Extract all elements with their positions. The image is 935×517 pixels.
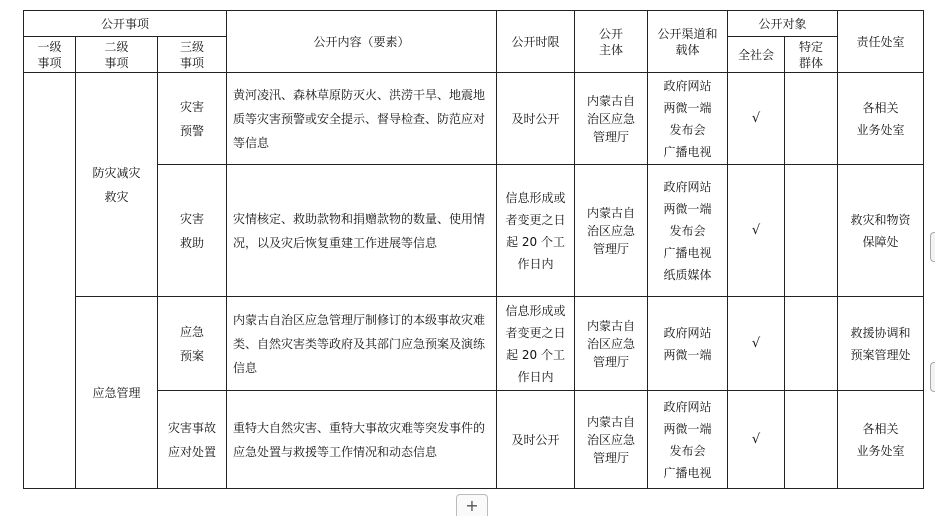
table-row: [24, 73, 924, 165]
level3-cell: 灾害 预警: [158, 73, 227, 165]
channel-cell: 政府网站 两微一端 发布会 广播电视 纸质媒体: [648, 165, 728, 297]
level2-cell: 防灾减灾 救灾: [76, 73, 158, 297]
subject-cell: 内蒙古自 治区应急 管理厅: [575, 73, 648, 165]
header-level3: 三级 事项: [158, 37, 227, 73]
side-scroll-handle[interactable]: [930, 232, 935, 262]
subject-cell: 内蒙古自 治区应急 管理厅: [575, 165, 648, 297]
whole-society-check: √: [728, 297, 785, 391]
department-cell: 救灾和物资 保障处: [838, 165, 924, 297]
whole-society-check: √: [728, 391, 785, 489]
channel-cell: 政府网站 两微一端 发布会 广播电视: [648, 391, 728, 489]
header-level2: 二级 事项: [76, 37, 158, 73]
specific-group-cell: [785, 165, 838, 297]
header-public-items: 公开事项: [24, 11, 227, 37]
content-cell: 重特大自然灾害、重特大事故灾难等突发事件的应急处置与救援等工作情况和动态信息: [227, 391, 497, 489]
specific-group-cell: [785, 73, 838, 165]
side-scroll-handle[interactable]: [930, 362, 935, 392]
department-cell: 各相关 业务处室: [838, 391, 924, 489]
level1-cell: [24, 73, 76, 489]
header-content: 公开内容（要素）: [227, 11, 497, 73]
specific-group-cell: [785, 391, 838, 489]
table-row: [24, 165, 924, 297]
level3-cell: 灾害事故 应对处置: [158, 391, 227, 489]
header-specific-group: 特定 群体: [785, 37, 838, 73]
content-cell: 黄河凌汛、森林草原防灭火、洪涝干旱、地震地质等灾害预警或安全提示、督导检查、防范应对等信息: [227, 73, 497, 165]
add-button[interactable]: +: [456, 494, 488, 516]
level2-cell: 应急管理: [76, 297, 158, 489]
header-channel: 公开渠道和 载体: [648, 11, 728, 73]
time-cell: 信息形成或 者变更之日 起 20 个工 作日内: [497, 165, 575, 297]
channel-cell: 政府网站 两微一端: [648, 297, 728, 391]
level3-cell: 灾害 救助: [158, 165, 227, 297]
content-cell: 灾情核定、救助款物和捐赠款物的数量、使用情况，以及灾后恢复重建工作进展等信息: [227, 165, 497, 297]
time-cell: 及时公开: [497, 391, 575, 489]
header-level1: 一级 事项: [24, 37, 76, 73]
disclosure-table: [23, 10, 924, 489]
channel-cell: 政府网站 两微一端 发布会 广播电视: [648, 73, 728, 165]
department-cell: 救援协调和 预案管理处: [838, 297, 924, 391]
content-cell: 内蒙古自治区应急管理厅制修订的本级事故灾难类、自然灾害类等政府及其部门应急预案及演练信息: [227, 297, 497, 391]
subject-cell: 内蒙古自 治区应急 管理厅: [575, 391, 648, 489]
whole-society-check: √: [728, 73, 785, 165]
level3-cell: 应急 预案: [158, 297, 227, 391]
department-cell: 各相关 业务处室: [838, 73, 924, 165]
header-department: 责任处室: [838, 11, 924, 73]
specific-group-cell: [785, 297, 838, 391]
header-audience: 公开对象: [728, 11, 838, 37]
subject-cell: 内蒙古自 治区应急 管理厅: [575, 297, 648, 391]
table-row: [24, 297, 924, 391]
table-row: [24, 391, 924, 489]
whole-society-check: √: [728, 165, 785, 297]
header-row-1: [24, 11, 924, 37]
header-time: 公开时限: [497, 11, 575, 73]
header-subject: 公开 主体: [575, 11, 648, 73]
time-cell: 及时公开: [497, 73, 575, 165]
header-whole-society: 全社会: [728, 37, 785, 73]
time-cell: 信息形成或 者变更之日 起 20 个工 作日内: [497, 297, 575, 391]
